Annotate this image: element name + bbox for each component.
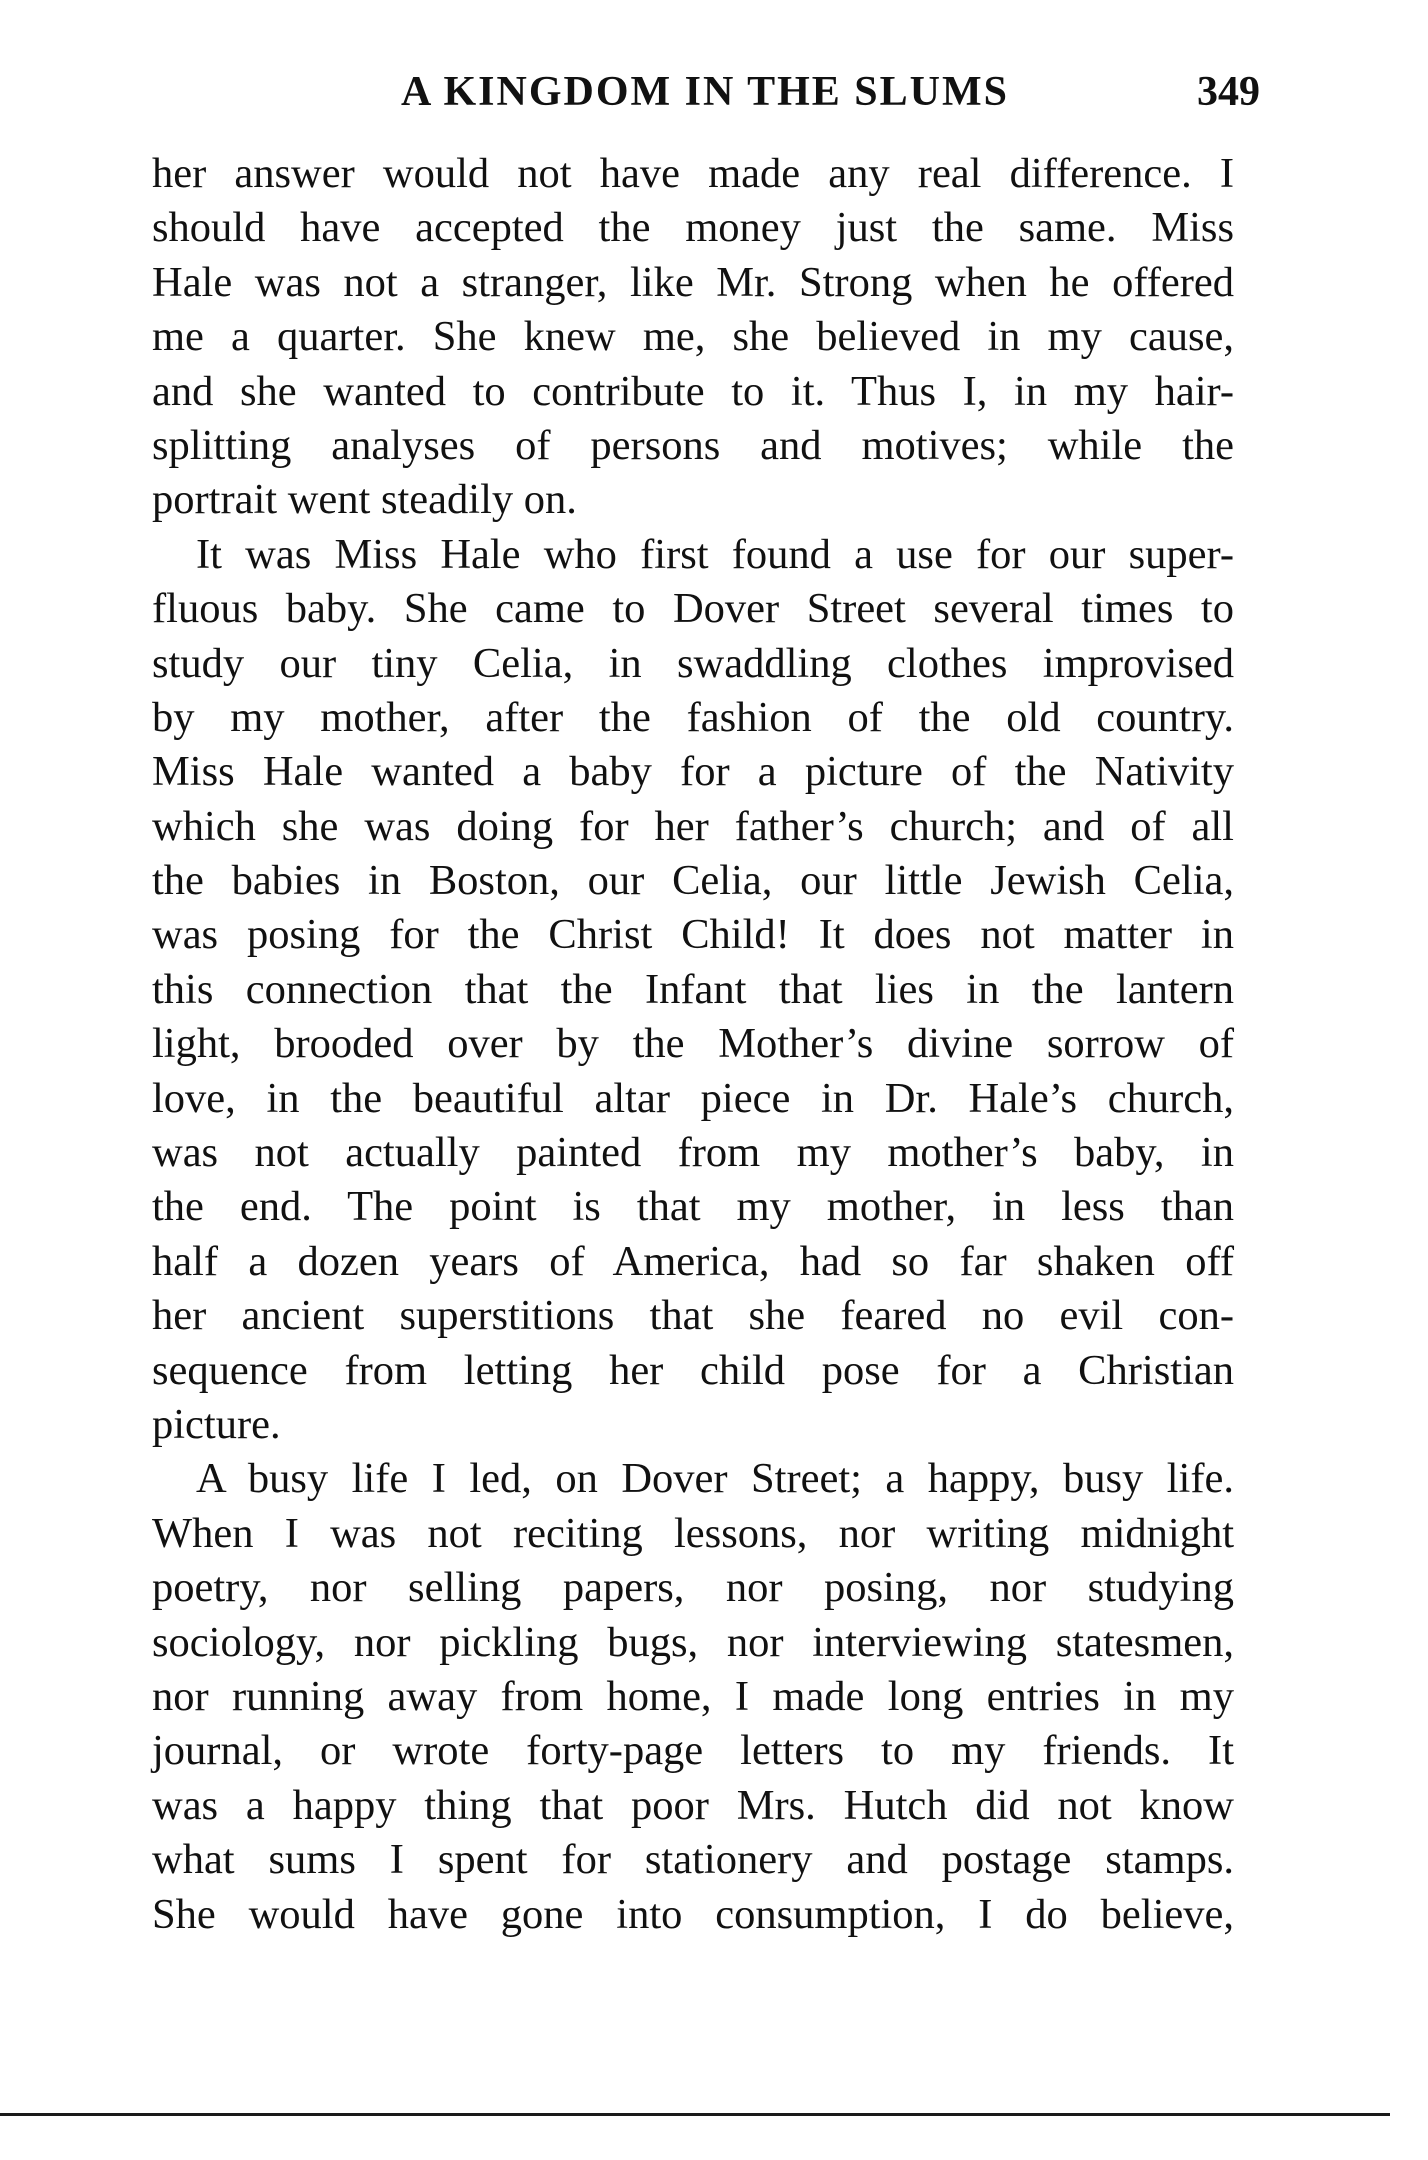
text-line: sociology, nor pickling bugs, nor interviewing statesmen, (152, 1618, 1234, 1666)
text-line: When I was not reciting lessons, nor writing midnight (152, 1509, 1234, 1557)
text-line: She would have gone into consumption, I do believe, (152, 1890, 1234, 1938)
text-line: me a quarter. She knew me, she believed in my cause, (152, 313, 1234, 361)
text-line: should have accepted the money just the same. Miss (152, 204, 1234, 252)
bottom-rule (0, 2113, 1390, 2116)
body-text (152, 147, 1234, 1942)
text-line: journal, or wrote forty-page letters to my friends. It (152, 1727, 1234, 1775)
text-line: light, brooded over by the Mother’s divine sorrow of (152, 1020, 1234, 1068)
text-line: study our tiny Celia, in swaddling clothes improvised (152, 639, 1234, 687)
text-line: half a dozen years of America, had so far shaken off (152, 1237, 1234, 1285)
text-line: fluous baby. She came to Dover Street several times to (152, 585, 1234, 633)
text-line: poetry, nor selling papers, nor posing, nor studying (152, 1564, 1234, 1612)
text-line: was not actually painted from my mother’s baby, in (152, 1129, 1234, 1177)
text-line: picture. (152, 1400, 281, 1448)
page-number: 349 (1197, 69, 1260, 115)
text-line: love, in the beautiful altar piece in Dr. Hale’s church, (152, 1074, 1234, 1122)
text-line: was a happy thing that poor Mrs. Hutch did not know (152, 1781, 1234, 1829)
text-line: by my mother, after the fashion of the old country. (152, 693, 1234, 741)
text-line: It was Miss Hale who first found a use for our super- (196, 530, 1234, 578)
text-line: Miss Hale wanted a baby for a picture of the Nativity (152, 748, 1234, 796)
text-line: A busy life I led, on Dover Street; a happy, busy life. (196, 1455, 1234, 1503)
running-header (150, 62, 1260, 122)
text-line: her answer would not have made any real difference. I (152, 150, 1234, 197)
text-line: this connection that the Infant that lies in the lantern (152, 965, 1234, 1013)
text-line: her ancient superstitions that she feared no evil con- (152, 1292, 1234, 1340)
text-line: what sums I spent for stationery and postage stamps. (152, 1836, 1234, 1884)
text-line: nor running away from home, I made long entries in my (152, 1672, 1234, 1720)
running-title: A KINGDOM IN THE SLUMS (401, 69, 1009, 115)
text-line: Hale was not a stranger, like Mr. Strong when he offered (152, 258, 1234, 306)
text-line: was posing for the Christ Child! It does not matter in (152, 911, 1234, 959)
text-line: the babies in Boston, our Celia, our little Jewish Celia, (152, 857, 1234, 905)
text-line: which she was doing for her father’s church; and of all (152, 802, 1234, 850)
text-line: portrait went steadily on. (152, 476, 577, 524)
text-line: splitting analyses of persons and motives; while the (152, 421, 1234, 469)
text-line: the end. The point is that my mother, in less than (152, 1183, 1234, 1231)
text-line: sequence from letting her child pose for a Christian (152, 1346, 1234, 1394)
text-line: and she wanted to contribute to it. Thus I, in my hair- (152, 367, 1234, 415)
